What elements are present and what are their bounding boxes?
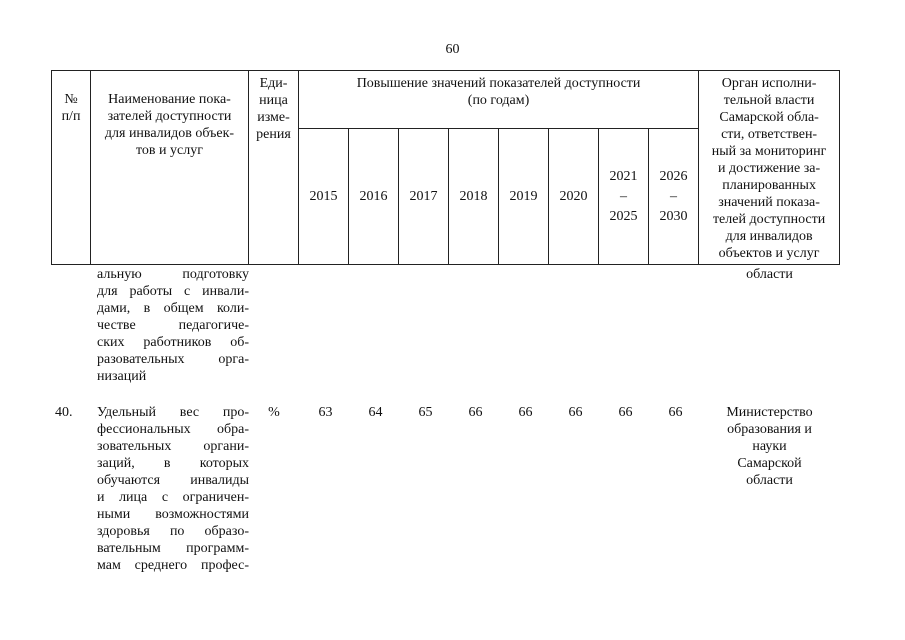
text-line: и лица с ограничен- — [97, 490, 249, 505]
continuation-organ-text: области — [746, 267, 793, 282]
header-year-2017: 2017 — [399, 129, 449, 265]
header-year-range-2021-2025 — [599, 129, 649, 265]
text-line: образования и — [727, 422, 812, 437]
range-end: 2030 — [659, 208, 688, 224]
header-year-range-2026-2030 — [649, 129, 699, 265]
table-header — [51, 70, 840, 265]
text-line: ских работников об- — [97, 335, 249, 350]
text-line: дами, в общем коли- — [97, 301, 249, 316]
text-line: разовательных орга- — [97, 352, 249, 367]
header-organ-line: сти, ответствен- — [721, 127, 818, 142]
header-name-line: Наименование пока- — [108, 92, 231, 107]
header-organ-cell — [699, 71, 840, 265]
header-organ-line: и достижение за- — [718, 161, 821, 176]
text-line: мам среднего профес- — [97, 558, 249, 573]
row-40-value-2017: 65 — [418, 405, 433, 420]
text-line: честве педагогиче- — [97, 318, 249, 333]
text-line: здоровья по образо- — [97, 524, 249, 539]
text-line: низаций — [97, 369, 147, 384]
header-unit-line: изме- — [257, 110, 290, 125]
text-line: науки — [752, 439, 787, 454]
text-line: зовательных органи- — [97, 439, 249, 454]
header-organ-line: тельной власти — [723, 93, 815, 108]
text-line: фессиональных обра- — [97, 422, 249, 437]
range-end: 2025 — [609, 208, 638, 224]
text-line: ными возможностями — [97, 507, 249, 522]
header-unit-line: Еди- — [259, 76, 288, 91]
text-line: вательным программ- — [97, 541, 249, 556]
text-line: альную подготовку — [97, 267, 249, 282]
header-unit-line: ница — [259, 93, 288, 108]
row-40-value-2021-2025: 66 — [618, 405, 633, 420]
header-organ-line: ный за мониторинг — [711, 144, 827, 159]
row-40-value-2026-2030: 66 — [668, 405, 683, 420]
header-increase-cell — [299, 71, 699, 129]
text-line: заций, в которых — [97, 456, 249, 471]
text-line: Удельный вес про- — [97, 405, 249, 420]
header-year-2015: 2015 — [299, 129, 349, 265]
header-num-symbol: № — [64, 92, 78, 107]
header-unit-line: рения — [256, 127, 291, 142]
row-40-unit: % — [268, 405, 280, 420]
header-organ-line: телей доступности — [712, 212, 826, 227]
text-line: обучаются инвалиды — [97, 473, 249, 488]
range-start: 2021 — [609, 168, 638, 184]
header-increase-subtitle: (по годам) — [467, 93, 530, 108]
header-year-2020: 2020 — [549, 129, 599, 265]
range-dash: – — [620, 188, 627, 204]
row-40-value-2018: 66 — [468, 405, 483, 420]
header-name-line: зателей доступности — [107, 109, 232, 124]
header-num-label: п/п — [61, 109, 81, 124]
text-line: Самарской — [737, 456, 802, 471]
header-year-2018: 2018 — [449, 129, 499, 265]
header-year-2019: 2019 — [499, 129, 549, 265]
header-organ-line: Орган исполни- — [721, 76, 817, 91]
row-40-value-2016: 64 — [368, 405, 383, 420]
header-organ-line: Самарской обла- — [719, 110, 819, 125]
text-line: области — [746, 473, 793, 488]
row-40-name — [97, 404, 249, 574]
header-unit-cell — [249, 71, 299, 265]
header-name-line: тов и услуг — [136, 143, 203, 158]
row-40-value-2019: 66 — [518, 405, 533, 420]
header-organ-line: объектов и услуг — [718, 246, 820, 261]
header-organ-line: значений показа- — [718, 195, 820, 210]
row-40-value-2020: 66 — [568, 405, 583, 420]
range-dash: – — [670, 188, 678, 204]
header-organ-line: планированных — [722, 178, 816, 193]
header-year-2016: 2016 — [349, 129, 399, 265]
text-line: Министерство — [726, 405, 813, 420]
text-line: для работы с инвали- — [97, 284, 249, 299]
header-name-cell — [91, 71, 249, 265]
row-40-value-2015: 63 — [318, 405, 333, 420]
row-40-number: 40. — [55, 405, 73, 420]
continuation-name-text — [97, 266, 249, 385]
page-number: 60 — [445, 42, 460, 57]
range-start: 2026 — [659, 168, 688, 184]
row-40-organ — [700, 404, 839, 489]
header-num-cell — [52, 71, 91, 265]
header-organ-line: для инвалидов — [725, 229, 813, 244]
header-increase-title: Повышение значений показателей доступности — [356, 76, 641, 91]
header-name-line: для инвалидов объек- — [104, 126, 235, 141]
